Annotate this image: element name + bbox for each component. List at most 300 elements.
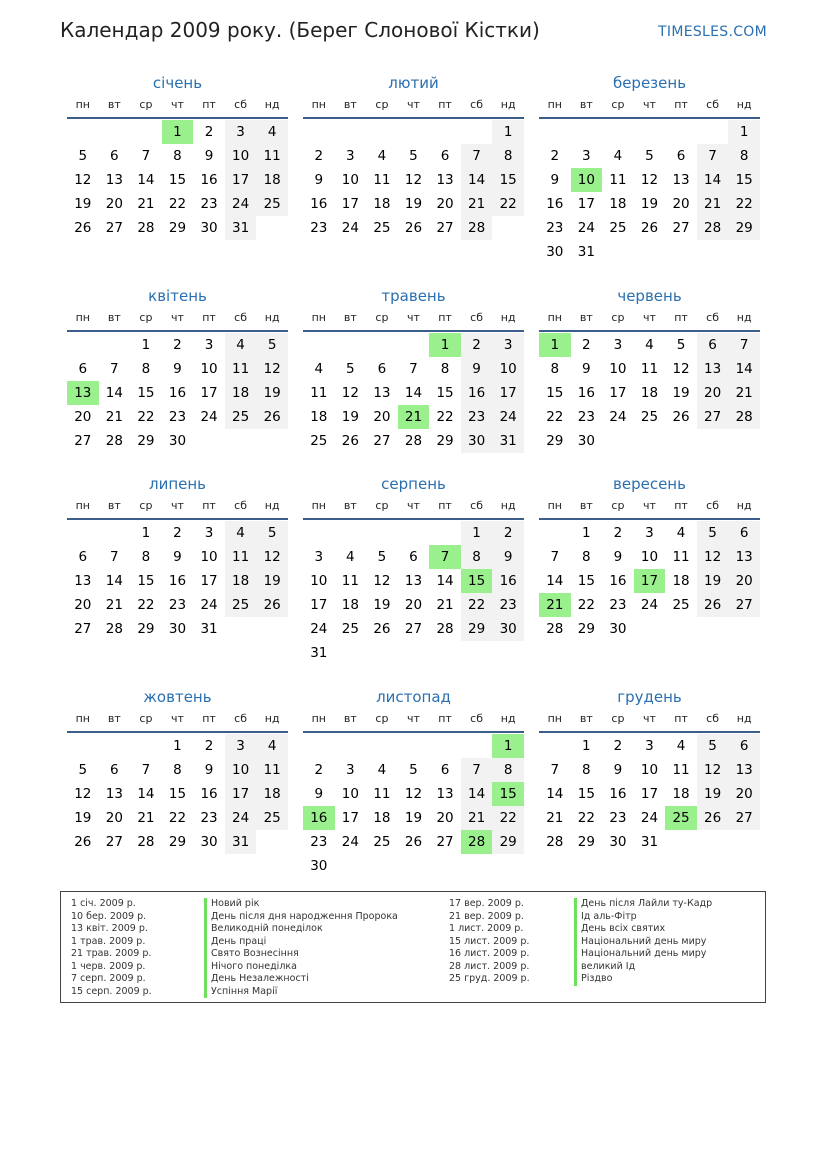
day-cell: 23	[492, 593, 524, 617]
day-cell: 5	[409, 148, 418, 164]
day-cell: 17	[341, 196, 359, 212]
legend-date: 25 груд. 2009 р.	[449, 973, 530, 984]
day-cell: 8	[550, 361, 560, 377]
day-cell: 24	[310, 621, 328, 637]
site-logo[interactable]: TIMESLES.COM	[658, 24, 767, 40]
weekday-label: пт	[674, 712, 688, 725]
day-cell: 3	[645, 738, 654, 754]
weekday-label: сб	[706, 712, 720, 725]
day-cell: 23	[546, 220, 564, 236]
day-cell: 13	[373, 385, 391, 401]
legend-date: 10 бер. 2009 р.	[71, 910, 147, 922]
day-cell: 19	[256, 381, 288, 405]
day-cell: 2	[314, 148, 324, 164]
day-cell: 2	[582, 337, 591, 353]
weekday-header	[539, 308, 760, 332]
day-cell: 5	[78, 148, 88, 164]
day-cell: 14	[461, 782, 493, 806]
day-cell: 8	[582, 549, 591, 565]
day-cell: 29	[728, 216, 760, 240]
day-cell: 22	[461, 593, 493, 617]
day-cell: 17	[577, 196, 595, 212]
day-cell: 15	[577, 786, 595, 802]
weekday-label: пт	[202, 98, 216, 111]
day-cell: 2	[492, 521, 524, 545]
weekday-label: нд	[736, 499, 752, 512]
day-cell: 15	[577, 573, 595, 589]
day-cell: 15	[168, 172, 187, 188]
day-cell: 2	[613, 525, 623, 541]
day-cell: 5	[409, 762, 418, 778]
day-cell: 8	[440, 361, 450, 377]
empty-cell	[602, 120, 634, 144]
empty-cell	[303, 521, 335, 545]
day-cell: 3	[314, 549, 324, 565]
day-cell: 1	[461, 521, 493, 545]
empty-cell	[130, 734, 162, 758]
day-cell: 21	[546, 810, 564, 826]
day-cell: 23	[200, 196, 218, 212]
day-cell: 3	[492, 333, 524, 357]
month-name: березень	[612, 74, 687, 92]
weekday-label: пн	[547, 98, 562, 111]
day-cell: 4	[346, 549, 355, 565]
day-cell: 28	[137, 220, 155, 236]
day-cell: 1	[141, 337, 151, 353]
day-cell: 22	[577, 810, 595, 826]
day-cell: 14	[697, 168, 729, 192]
day-cell: 11	[672, 549, 690, 565]
weekday-label: пт	[202, 712, 216, 725]
month-3	[539, 71, 760, 264]
month-5	[303, 284, 524, 453]
day-cell: 24	[640, 597, 659, 613]
day-cell: 27	[74, 433, 92, 449]
day-cell: 30	[200, 834, 218, 850]
empty-cell	[67, 120, 99, 144]
day-cell: 30	[461, 429, 493, 453]
day-cell: 29	[546, 433, 564, 449]
day-cell: 9	[582, 361, 591, 377]
day-cell: 19	[256, 569, 288, 593]
day-cell: 18	[256, 168, 288, 192]
day-cell: 4	[676, 738, 686, 754]
day-cell: 24	[200, 409, 218, 425]
empty-cell	[303, 333, 335, 357]
day-cell: 19	[74, 810, 92, 826]
day-cell: 26	[256, 405, 288, 429]
day-cell: 19	[404, 810, 423, 826]
day-cell: 26	[697, 593, 729, 617]
day-cell: 26	[74, 220, 92, 236]
day-cell: 20	[404, 597, 423, 613]
day-cell: 3	[582, 148, 591, 164]
day-cell: 23	[609, 597, 627, 613]
day-cell: 18	[672, 573, 690, 589]
day-cell: 11	[310, 385, 328, 401]
day-cell: 25	[225, 593, 257, 617]
day-cell: 27	[373, 433, 391, 449]
weekday-label: сб	[470, 311, 484, 324]
day-cell: 28	[105, 433, 123, 449]
day-cell: 16	[546, 196, 564, 212]
day-cell: 29	[436, 433, 454, 449]
weekday-label: сб	[470, 712, 484, 725]
day-cell: 12	[341, 385, 359, 401]
weekday-label: пт	[202, 499, 216, 512]
day-grid	[539, 120, 760, 264]
legend-holiday-name: Успіння Марії	[204, 986, 398, 999]
day-cell: 4	[256, 734, 288, 758]
weekday-label: нд	[500, 311, 516, 324]
day-cell: 16	[577, 385, 595, 401]
day-cell: 22	[492, 192, 524, 216]
day-cell: 14	[546, 786, 564, 802]
day-cell: 7	[550, 549, 560, 565]
day-cell: 31	[640, 834, 659, 850]
empty-cell	[571, 120, 603, 144]
holiday-day-cell: 16	[303, 806, 335, 830]
day-cell: 27	[672, 220, 690, 236]
day-cell: 19	[341, 409, 359, 425]
weekday-label: вт	[107, 311, 121, 324]
weekday-label: сб	[706, 98, 720, 111]
day-cell: 12	[74, 786, 92, 802]
day-cell: 2	[173, 525, 182, 541]
day-cell: 13	[728, 545, 760, 569]
day-cell: 25	[310, 433, 328, 449]
day-cell: 21	[461, 192, 493, 216]
day-cell: 9	[550, 172, 560, 188]
day-cell: 11	[373, 786, 391, 802]
day-grid	[303, 333, 524, 453]
day-cell: 20	[672, 196, 690, 212]
day-cell: 8	[582, 762, 591, 778]
day-cell: 8	[173, 148, 182, 164]
weekday-label: ср	[375, 712, 389, 725]
day-cell: 28	[546, 834, 564, 850]
day-cell: 8	[141, 361, 151, 377]
month-name: жовтень	[143, 688, 212, 706]
day-grid	[67, 521, 288, 641]
day-cell: 5	[256, 333, 288, 357]
legend-names-left	[204, 898, 398, 998]
month-10	[67, 685, 288, 854]
empty-cell	[99, 521, 131, 545]
day-cell: 25	[256, 192, 288, 216]
weekday-label: пн	[311, 499, 326, 512]
day-cell: 22	[546, 409, 564, 425]
day-cell: 6	[728, 521, 760, 545]
day-cell: 14	[137, 786, 155, 802]
weekday-header	[303, 308, 524, 332]
day-cell: 18	[373, 810, 391, 826]
legend-holiday-name: Свято Вознесіння	[204, 948, 398, 961]
day-cell: 31	[225, 830, 257, 854]
holiday-day-cell: 13	[67, 381, 99, 405]
legend-dates-right	[449, 898, 530, 986]
weekday-label: вт	[579, 98, 593, 111]
weekday-label: нд	[736, 311, 752, 324]
day-cell: 24	[492, 405, 524, 429]
day-cell: 24	[200, 597, 218, 613]
day-cell: 17	[200, 385, 218, 401]
day-cell: 7	[728, 333, 760, 357]
day-cell: 9	[492, 545, 524, 569]
day-cell: 30	[577, 433, 595, 449]
day-cell: 12	[697, 545, 729, 569]
day-cell: 17	[492, 381, 524, 405]
weekday-label: пн	[547, 499, 562, 512]
day-cell: 27	[728, 806, 760, 830]
day-cell: 4	[645, 337, 654, 353]
day-cell: 6	[377, 361, 387, 377]
weekday-label: ср	[611, 311, 625, 324]
weekday-label: вт	[343, 712, 357, 725]
day-cell: 24	[341, 220, 359, 236]
day-cell: 17	[310, 597, 328, 613]
day-cell: 10	[200, 549, 218, 565]
day-cell: 24	[577, 220, 595, 236]
day-cell: 26	[697, 806, 729, 830]
holiday-day-cell: 21	[398, 405, 430, 429]
day-cell: 20	[74, 409, 92, 425]
day-cell: 16	[168, 385, 187, 401]
day-cell: 30	[546, 244, 564, 260]
legend-holiday-name: Різдво	[574, 973, 712, 986]
day-cell: 9	[314, 172, 324, 188]
empty-cell	[67, 734, 99, 758]
day-cell: 30	[609, 621, 627, 637]
day-cell: 2	[613, 738, 623, 754]
day-cell: 22	[168, 196, 187, 212]
day-cell: 29	[492, 830, 524, 854]
day-cell: 4	[676, 525, 686, 541]
day-cell: 28	[461, 216, 493, 240]
weekday-label: чт	[643, 499, 656, 512]
weekday-label: пт	[438, 98, 452, 111]
day-cell: 12	[697, 758, 729, 782]
weekday-label: чт	[171, 98, 184, 111]
day-grid	[539, 521, 760, 641]
day-cell: 23	[461, 405, 493, 429]
empty-cell	[130, 120, 162, 144]
day-cell: 11	[373, 172, 391, 188]
day-cell: 22	[492, 806, 524, 830]
day-cell: 8	[492, 144, 524, 168]
day-cell: 21	[461, 806, 493, 830]
holiday-day-cell: 28	[461, 830, 493, 854]
day-cell: 12	[404, 172, 423, 188]
day-cell: 22	[728, 192, 760, 216]
day-cell: 2	[550, 148, 560, 164]
legend-date: 1 лист. 2009 р.	[449, 923, 524, 934]
day-cell: 9	[204, 148, 214, 164]
day-cell: 4	[314, 361, 324, 377]
day-cell: 21	[105, 597, 123, 613]
day-cell: 18	[373, 196, 391, 212]
day-cell: 26	[672, 409, 690, 425]
holiday-day-cell: 1	[492, 734, 524, 758]
empty-cell	[366, 521, 398, 545]
day-cell: 12	[74, 172, 92, 188]
day-cell: 15	[492, 168, 524, 192]
empty-cell	[99, 333, 131, 357]
day-cell: 6	[110, 762, 119, 778]
day-cell: 9	[613, 549, 623, 565]
day-cell: 25	[609, 220, 627, 236]
day-cell: 19	[74, 196, 92, 212]
weekday-header	[67, 95, 288, 119]
day-cell: 5	[676, 337, 686, 353]
day-cell: 3	[225, 120, 257, 144]
legend-holiday-name: День праці	[204, 936, 398, 949]
weekday-label: пн	[75, 499, 90, 512]
weekday-label: ср	[139, 311, 153, 324]
day-cell: 23	[200, 810, 218, 826]
month-2	[303, 71, 524, 240]
weekday-label: ср	[375, 311, 389, 324]
day-cell: 10	[341, 786, 359, 802]
empty-cell	[398, 333, 430, 357]
day-cell: 5	[697, 521, 729, 545]
day-cell: 10	[640, 762, 659, 778]
day-cell: 14	[461, 168, 493, 192]
day-cell: 3	[645, 525, 654, 541]
day-cell: 3	[225, 734, 257, 758]
weekday-label: чт	[643, 712, 656, 725]
day-cell: 10	[492, 357, 524, 381]
empty-cell	[335, 734, 367, 758]
day-cell: 26	[404, 220, 423, 236]
day-cell: 9	[613, 762, 623, 778]
day-cell: 24	[341, 834, 359, 850]
day-cell: 5	[346, 361, 355, 377]
day-cell: 18	[225, 381, 257, 405]
day-cell: 16	[200, 172, 218, 188]
day-cell: 28	[105, 621, 123, 637]
day-cell: 5	[78, 762, 88, 778]
day-cell: 15	[137, 573, 155, 589]
day-cell: 17	[225, 782, 257, 806]
holiday-day-cell: 7	[429, 545, 461, 569]
day-cell: 18	[609, 196, 627, 212]
day-cell: 12	[256, 545, 288, 569]
weekday-label: вт	[343, 311, 357, 324]
day-cell: 4	[613, 148, 623, 164]
weekday-label: чт	[407, 98, 420, 111]
day-grid	[303, 120, 524, 240]
legend-date: 21 трав. 2009 р.	[71, 948, 152, 959]
empty-cell	[697, 120, 729, 144]
day-cell: 7	[461, 758, 493, 782]
day-cell: 28	[728, 405, 760, 429]
day-cell: 15	[546, 385, 564, 401]
day-cell: 5	[377, 549, 387, 565]
day-cell: 29	[137, 433, 155, 449]
legend-holiday-name: Нічого понеділка	[204, 961, 398, 974]
day-cell: 30	[492, 617, 524, 641]
day-cell: 11	[640, 361, 659, 377]
day-cell: 1	[173, 738, 182, 754]
day-cell: 31	[225, 216, 257, 240]
day-cell: 7	[141, 762, 151, 778]
weekday-label: пт	[438, 311, 452, 324]
holiday-day-cell: 17	[634, 569, 666, 593]
legend-date: 21 вер. 2009 р.	[449, 910, 524, 922]
day-cell: 23	[310, 834, 328, 850]
weekday-label: чт	[643, 98, 656, 111]
holiday-day-cell: 21	[539, 593, 571, 617]
day-cell: 29	[577, 834, 595, 850]
day-cell: 20	[373, 409, 391, 425]
empty-cell	[398, 521, 430, 545]
day-cell: 25	[256, 806, 288, 830]
empty-cell	[335, 521, 367, 545]
day-cell: 27	[74, 621, 92, 637]
legend-holiday-name: День Незалежності	[204, 973, 398, 986]
day-cell: 14	[105, 573, 123, 589]
day-cell: 9	[314, 786, 324, 802]
day-cell: 19	[404, 196, 423, 212]
day-cell: 28	[436, 621, 454, 637]
day-cell: 13	[697, 357, 729, 381]
legend-holiday-name: День після Лайли ту-Кадр	[574, 898, 712, 911]
day-cell: 3	[346, 148, 355, 164]
day-cell: 6	[409, 549, 418, 565]
day-cell: 13	[105, 786, 123, 802]
day-cell: 22	[137, 409, 155, 425]
day-cell: 14	[436, 573, 454, 589]
day-cell: 28	[404, 433, 423, 449]
day-cell: 29	[168, 834, 187, 850]
day-cell: 15	[168, 786, 187, 802]
day-cell: 6	[440, 762, 450, 778]
weekday-label: ср	[139, 712, 153, 725]
weekday-label: чт	[171, 311, 184, 324]
day-cell: 21	[105, 409, 123, 425]
weekday-label: ср	[139, 499, 153, 512]
day-cell: 7	[409, 361, 418, 377]
legend-holiday-name: День після дня народження Пророка	[204, 911, 398, 924]
day-cell: 16	[609, 573, 627, 589]
day-cell: 21	[728, 381, 760, 405]
day-cell: 18	[256, 782, 288, 806]
empty-cell	[67, 521, 99, 545]
empty-cell	[429, 521, 461, 545]
day-cell: 17	[200, 573, 218, 589]
weekday-label: вт	[107, 499, 121, 512]
day-cell: 22	[137, 597, 155, 613]
day-cell: 2	[173, 337, 182, 353]
empty-cell	[461, 120, 493, 144]
legend-holiday-name: Новий рік	[204, 898, 398, 911]
day-cell: 2	[204, 738, 214, 754]
weekday-label: нд	[264, 311, 280, 324]
day-cell: 24	[609, 409, 627, 425]
day-cell: 17	[341, 810, 359, 826]
weekday-label: сб	[234, 311, 248, 324]
day-cell: 12	[672, 361, 690, 377]
day-cell: 1	[582, 525, 591, 541]
day-cell: 12	[256, 357, 288, 381]
weekday-label: пт	[674, 98, 688, 111]
day-cell: 19	[697, 782, 729, 806]
day-cell: 5	[697, 734, 729, 758]
day-cell: 9	[461, 357, 493, 381]
day-cell: 20	[105, 810, 123, 826]
weekday-label: ср	[611, 499, 625, 512]
